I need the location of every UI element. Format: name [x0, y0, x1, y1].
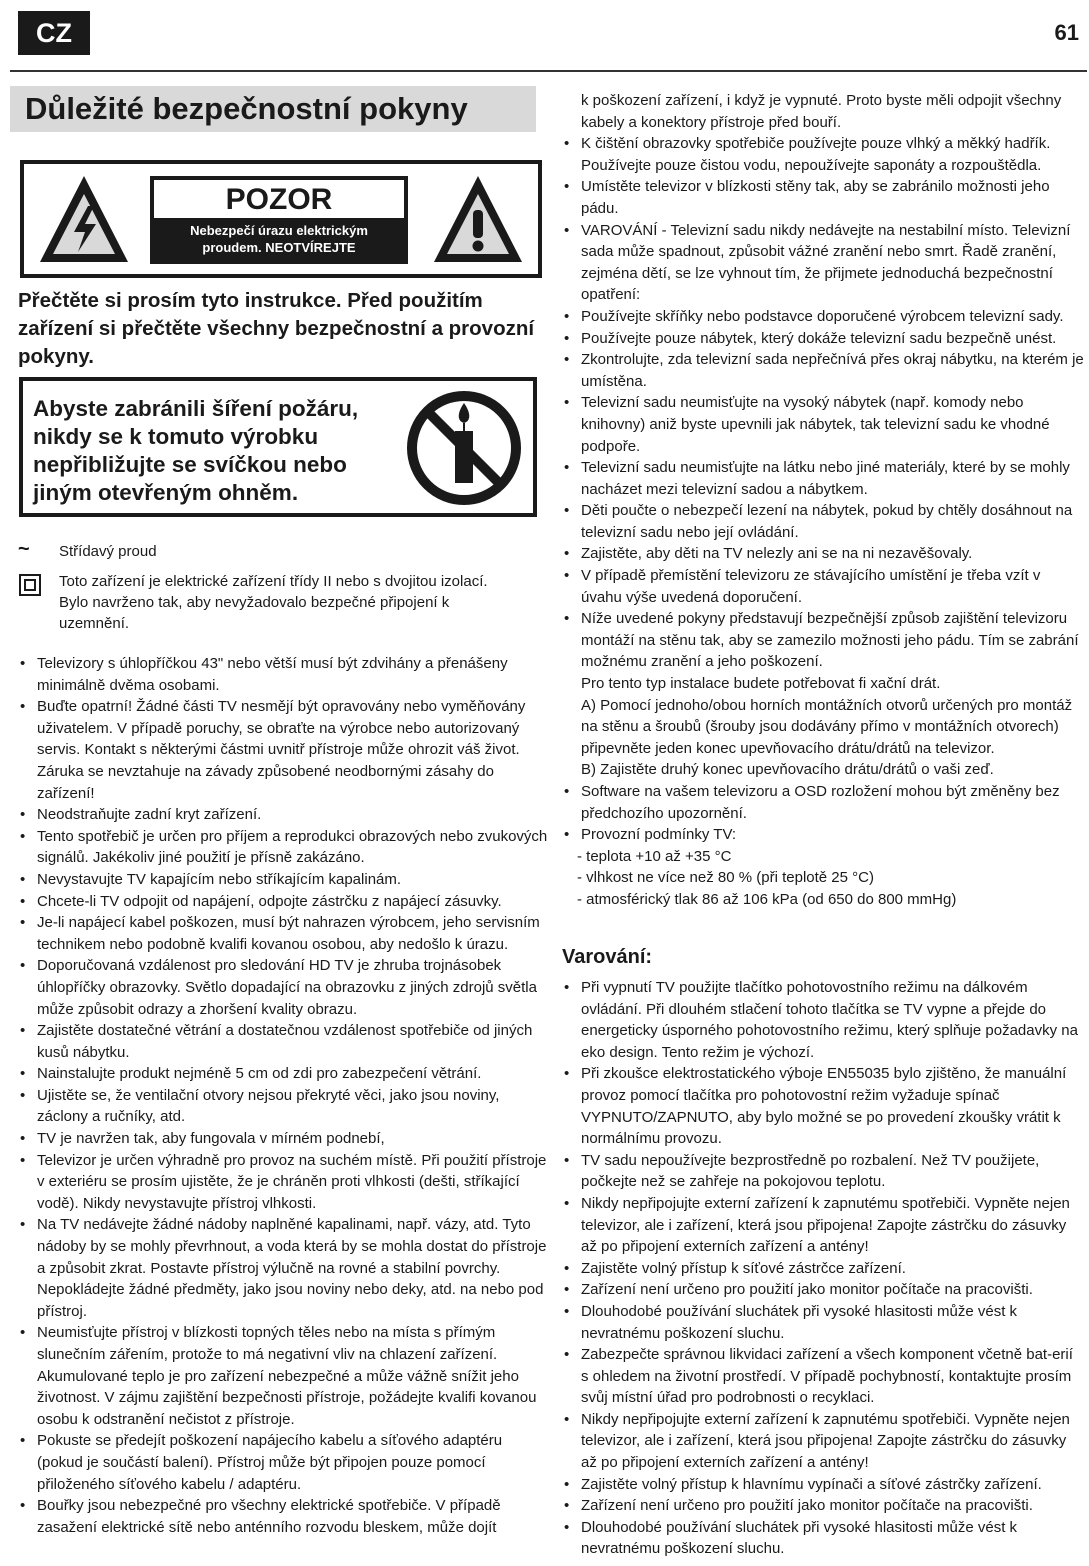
ac-current-icon: ~	[18, 538, 30, 560]
list-item: • Zajistěte volný přístup k síťové zástrčce zařízení.	[562, 1258, 1084, 1280]
list-item: • Neodstraňujte zadní kryt zařízení.	[18, 804, 548, 826]
list-item: • Je-li napájecí kabel poškozen, musí být nahrazen výrobcem, jeho servisním technikem nebo podobně kvalifi kovanou osobou, aby nedošlo k úrazu.	[18, 912, 548, 955]
list-item: • Při vypnutí TV použijte tlačítko pohotovostního režimu na dálkovém ovládání. Při dlouhém stlačení tohoto tlačítka se TV vypne a přejde do energeticky úsporného pohotovostního režimu, který splňuje požadavky na eko design. Tento režim je výchozí.	[562, 977, 1084, 1063]
list-item: • Na TV nedávejte žádné nádoby naplněné kapalinami, např. vázy, atd. Tyto nádoby by se mohly převrhnout, a voda která by se mohla dostat do přístroje a způsobit zkrat. Postavte přístroj výlučně na rovné a stabilní povrchy. Nepokládejte žádné předměty, jako jsou noviny nebo deky, atd. na nebo pod přístroj.	[18, 1214, 548, 1322]
shock-warning-label	[20, 160, 542, 278]
list-item: • Televizní sadu neumisťujte na vysoký nábytek (např. komody nebo knihovny) aniž byste upevnili jak nábytek, tak televizní sadu ke vhodné podpoře.	[562, 392, 1084, 457]
list-item: • Dlouhodobé používání sluchátek při vysoké hlasitosti může vést k nevratnému poškození sluchu.	[562, 1301, 1084, 1344]
list-item: Pro tento typ instalace budete potřebovat fi xační drát.	[581, 675, 941, 693]
list-item: - vlhkost ne více než 80 % (při teplotě 25 °C)	[577, 869, 874, 887]
list-item: • Buďte opatrní! Žádné části TV nesmějí být opravovány nebo vyměňovány uživatelem. V případě poruchy, se obraťte na výrobce nebo autorizovaný servis. Kontakt s některými částmi uvnitř přístroje může ohrozit váš život. Záruka se nevztahuje na závady způsobené neodbornými zásahy do zařízení!	[18, 696, 548, 804]
symbol-description: Toto zařízení je elektrické zařízení třídy II nebo s dvojitou izolací. Bylo navrženo tak, aby nevyžadovalo bezpečné připojení k uzemnění.	[59, 573, 488, 632]
list-item: k poškození zařízení, i když je vypnuté. Proto byste měli odpojit všechny kabely a konektory přístroje před bouří.	[581, 92, 1062, 131]
list-item: • Neumisťujte přístroj v blízkosti topných těles nebo na místa s přímým slunečním zářením, protože to má negativní vliv na chlazení zařízení. Akumulované teplo je pro zařízení nebezpečné a může vážně snížit jeho životnost. V zájmu zajištění bezpečnosti přístroje, požádejte kvalifi kovanou osobu k odstranění nečistot z přístroje.	[18, 1322, 548, 1430]
intro-text: Přečtěte si prosím tyto instrukce. Před použitím zařízení si přečtěte všechny bezpečnostní a provozní pokyny.	[18, 289, 535, 368]
list-item: • Níže uvedené pokyny představují bezpečnější způsob zajištění televizoru montáží na stěnu tak, aby se zamezilo možnosti jeho pádu. Tím se zabrání možnému zranění a jeho poškození.	[562, 608, 1084, 673]
pozor-subtext-line: Nebezpečí úrazu elektrickým	[190, 223, 368, 238]
list-item: • V případě přemístění televizoru ze stávajícího umístění je třeba vzít v úvahu výše uvedená doporučení.	[562, 565, 1084, 608]
list-item: A) Pomocí jednoho/obou horních montážních otvorů určených pro montáž na stěnu a šroubů (šrouby jsou dodávány přímo v montážních otvorech) připevněte jeden konec upevňovacího drátu/drátů na televizor.	[581, 696, 1073, 757]
list-item: • Zajistěte, aby děti na TV nelezly ani se na ni nezavěšovaly.	[562, 543, 1084, 565]
list-item: • Televizor je určen výhradně pro provoz na suchém místě. Při použití přístroje v exteriéru se prosím ujistěte, že je chráněn proti vlhkosti (dešti, stříkající vodě). Nikdy nevystavujte přístroj vlhkosti.	[18, 1150, 548, 1215]
warning-heading: Varování:	[562, 946, 653, 968]
page-title: Důležité bezpečnostní pokyny	[10, 86, 536, 132]
list-item: - teplota +10 až +35 °C	[577, 847, 732, 865]
list-item: • Nainstalujte produkt nejméně 5 cm od zdi pro zabezpečení větrání.	[18, 1063, 548, 1085]
exclamation-warning-icon	[430, 172, 526, 266]
list-item: • K čištění obrazovky spotřebiče používejte pouze vlhký a měkký hadřík. Používejte pouze čistou vodu, nepoužívejte saponáty a rozpouštědla.	[562, 133, 1084, 176]
list-item: • Děti poučte o nebezpečí lezení na nábytek, pokud by chtěly dosáhnout na televizní sadu nebo její ovládání.	[562, 500, 1084, 543]
list-item: • Tento spotřebič je určen pro příjem a reprodukci obrazových nebo zvukových signálů. Jakékoliv jiné použití je přísně zakázáno.	[18, 826, 548, 869]
fire-warning-text: Abyste zabránili šíření požáru, nikdy se k tomuto výrobku nepřibližujte se svíčkou nebo jiným otevřeným ohněm.	[33, 396, 359, 505]
list-item: • Zařízení není určeno pro použití jako monitor počítače na pracovišti.	[562, 1279, 1084, 1301]
list-item: B) Zajistěte druhý konec upevňovacího drátu/drátů o vaši zeď.	[581, 761, 994, 779]
safety-list-left	[18, 653, 548, 1538]
list-item: • Nevystavujte TV kapajícím nebo stříkajícím kapalinám.	[18, 869, 548, 891]
list-item: • Provozní podmínky TV:	[562, 824, 1084, 846]
symbol-row-class-ii	[18, 571, 548, 634]
list-item: • TV sadu nepoužívejte bezprostředně po rozbalení. Než TV použijete, počkejte než se zahřeje na pokojovou teplotu.	[562, 1150, 1084, 1193]
list-item: • TV je navržen tak, aby fungovala v mírném podnebí,	[18, 1128, 548, 1150]
symbol-row-ac	[18, 538, 548, 562]
safety-list-right	[562, 90, 1084, 911]
list-item: - atmosférický tlak 86 až 106 kPa (od 650 do 800 mmHg)	[577, 890, 957, 908]
pozor-subtext	[150, 222, 408, 256]
list-item: • Zajistěte dostatečné větrání a dostatečnou vzdálenost spotřebiče od jiných kusů nábytku.	[18, 1020, 548, 1063]
list-item: • Bouřky jsou nebezpečné pro všechny elektrické spotřebiče. V případě zasažení elektrické sítě nebo anténního rozvodu bleskem, může dojít	[18, 1495, 548, 1538]
no-open-flame-icon	[405, 389, 523, 507]
list-item: • Umístěte televizor v blízkosti stěny tak, aby se zabránilo možnosti jeho pádu.	[562, 176, 1084, 219]
list-item: • Ujistěte se, že ventilační otvory nejsou překryté věci, jako jsou noviny, záclony a ručníky, atd.	[18, 1085, 548, 1128]
list-item: • Zabezpečte správnou likvidaci zařízení a všech komponent včetně bat-erií s ohledem na životní prostředí. V případě pochybností, kontaktujte prosím svůj místní úřad pro podrobnosti o recyklaci.	[562, 1344, 1084, 1409]
class-ii-icon	[18, 574, 42, 596]
list-item: • Při zkoušce elektrostatického výboje EN55035 bylo zjištěno, že manuální provoz pomocí tlačítka pro pohotovostní režim vyžaduje spínač VYPNUTO/ZAPNUTO, aby bylo možné se po provedení zkoušky vrátit k normálnímu provozu.	[562, 1063, 1084, 1149]
pozor-panel	[150, 176, 408, 264]
list-item: • Dlouhodobé používání sluchátek při vysoké hlasitosti může vést k nevratnému poškození sluchu.	[562, 1517, 1084, 1560]
list-item: • VAROVÁNÍ - Televizní sadu nikdy nedávejte na nestabilní místo. Televizní sada může spadnout, způsobit vážné zranění nebo smrt. Řadě zranění, zejména dětí, se lze vyhnout tím, že přijmete jednoduchá bezpečnostní opatření:	[562, 220, 1084, 306]
language-badge: CZ	[18, 11, 90, 55]
list-item: • Televizory s úhlopříčkou 43" nebo větší musí být zdvihány a přenášeny minimálně dvěma osobami.	[18, 653, 548, 696]
list-item: • Nikdy nepřipojujte externí zařízení k zapnutému spotřebiči. Vypněte nejen televizor, ale i zařízení, která jsou připojena! Zapojte zástrčku do zásuvky až po připojení externích zařízení a antény!	[562, 1193, 1084, 1258]
list-item: • Chcete-li TV odpojit od napájení, odpojte zástrčku z napájecí zásuvky.	[18, 891, 548, 913]
pozor-subtext-line: proudem. NEOTVÍREJTE	[202, 240, 356, 255]
page-number: 61	[1054, 20, 1079, 45]
list-item: • Zkontrolujte, zda televizní sada nepřečnívá přes okraj nábytku, na kterém je umístěna.	[562, 349, 1084, 392]
list-item: • Software na vašem televizoru a OSD rozložení mohou být změněny bez předchozího upozornění.	[562, 781, 1084, 824]
list-item: • Doporučovaná vzdálenost pro sledování HD TV je zhruba trojnásobek úhlopříčky obrazovky. Světlo dopadající na obrazovku z jiných zdrojů světla může způsobit odrazy a zhoršení kvality obrazu.	[18, 955, 548, 1020]
list-item: • Používejte pouze nábytek, který dokáže televizní sadu bezpečně unést.	[562, 328, 1084, 350]
list-item: • Používejte skříňky nebo podstavce doporučené výrobcem televizní sady.	[562, 306, 1084, 328]
fire-warning-box	[19, 377, 537, 517]
symbol-description: Střídavý proud	[59, 543, 157, 560]
list-item: • Zařízení není určeno pro použití jako monitor počítače na pracovišti.	[562, 1495, 1084, 1517]
pozor-heading: POZOR	[154, 180, 404, 218]
list-item: • Nikdy nepřipojujte externí zařízení k zapnutému spotřebiči. Vypněte nejen televizor, ale i zařízení, která jsou připojena! Zapojte zástrčku do zásuvky až po připojení externích zařízení a antény!	[562, 1409, 1084, 1474]
list-item: • Pokuste se předejít poškození napájecího kabelu a síťového adaptéru (pokud je součástí balení). Přístroj může být připojen pouze pomocí přiloženého síťového kabelu / adaptéru.	[18, 1430, 548, 1495]
warning-list	[562, 977, 1084, 1560]
list-item: • Televizní sadu neumisťujte na látku nebo jiné materiály, které by se mohly nacházet mezi televizní sadou a nábytkem.	[562, 457, 1084, 500]
list-item: • Zajistěte volný přístup k hlavnímu vypínači a síťové zástrčky zařízení.	[562, 1474, 1084, 1496]
header-divider	[10, 70, 1087, 72]
electric-shock-icon	[36, 172, 132, 266]
